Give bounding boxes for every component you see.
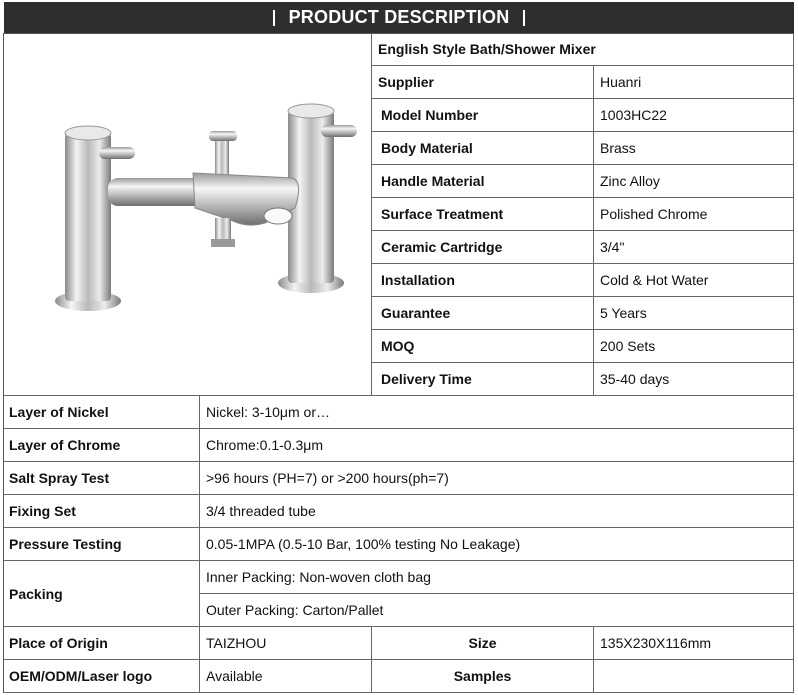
spec-label-guarantee: Guarantee — [372, 297, 594, 330]
spec-label-body: Body Material — [372, 132, 594, 165]
detail-value-samples — [594, 660, 794, 693]
detail-value-chrome: Chrome:0.1-0.3μm — [200, 429, 794, 462]
detail-value-packing-inner: Inner Packing: Non-woven cloth bag — [200, 561, 794, 594]
spec-value-body: Brass — [594, 132, 794, 165]
product-image-cell — [3, 33, 372, 396]
detail-label-salt: Salt Spray Test — [3, 462, 200, 495]
detail-label-size: Size — [372, 627, 594, 660]
detail-value-pressure: 0.05-1MPA (0.5-10 Bar, 100% testing No Leakage) — [200, 528, 794, 561]
detail-label-pressure: Pressure Testing — [3, 528, 200, 561]
spec-label-delivery: Delivery Time — [372, 363, 594, 396]
detail-label-packing: Packing — [3, 561, 200, 627]
detail-value-salt: >96 hours (PH=7) or >200 hours(ph=7) — [200, 462, 794, 495]
detail-label-nickel: Layer of Nickel — [3, 396, 200, 429]
spec-label-handle: Handle Material — [372, 165, 594, 198]
detail-label-fixing: Fixing Set — [3, 495, 200, 528]
detail-label-oem: OEM/ODM/Laser logo — [3, 660, 200, 693]
spec-value-handle: Zinc Alloy — [594, 165, 794, 198]
detail-value-size: 135X230X116mm — [594, 627, 794, 660]
detail-value-fixing: 3/4 threaded tube — [200, 495, 794, 528]
header-bar-left — [273, 10, 275, 26]
spec-label-model: Model Number — [372, 99, 594, 132]
spec-value-cartridge: 3/4" — [594, 231, 794, 264]
detail-value-packing-outer: Outer Packing: Carton/Pallet — [200, 594, 794, 627]
spec-value-supplier: Huanri — [594, 66, 794, 99]
faucet-image — [3, 33, 371, 395]
detail-value-oem: Available — [200, 660, 372, 693]
detail-label-samples: Samples — [372, 660, 594, 693]
product-title: English Style Bath/Shower Mixer — [372, 33, 794, 66]
detail-value-nickel: Nickel: 3-10μm or… — [200, 396, 794, 429]
spec-value-model: 1003HC22 — [594, 99, 794, 132]
spec-value-installation: Cold & Hot Water — [594, 264, 794, 297]
header-title: PRODUCT DESCRIPTION — [288, 7, 510, 27]
spec-label-installation: Installation — [372, 264, 594, 297]
detail-value-origin: TAIZHOU — [200, 627, 372, 660]
spec-value-surface: Polished Chrome — [594, 198, 794, 231]
detail-label-chrome: Layer of Chrome — [3, 429, 200, 462]
spec-label-supplier: Supplier — [372, 66, 594, 99]
section-header — [4, 2, 794, 33]
spec-label-cartridge: Ceramic Cartridge — [372, 231, 594, 264]
spec-label-surface: Surface Treatment — [372, 198, 594, 231]
detail-label-origin: Place of Origin — [3, 627, 200, 660]
spec-value-moq: 200 Sets — [594, 330, 794, 363]
spec-value-guarantee: 5 Years — [594, 297, 794, 330]
header-bar-right — [523, 10, 525, 26]
spec-value-delivery: 35-40 days — [594, 363, 794, 396]
spec-label-moq: MOQ — [372, 330, 594, 363]
